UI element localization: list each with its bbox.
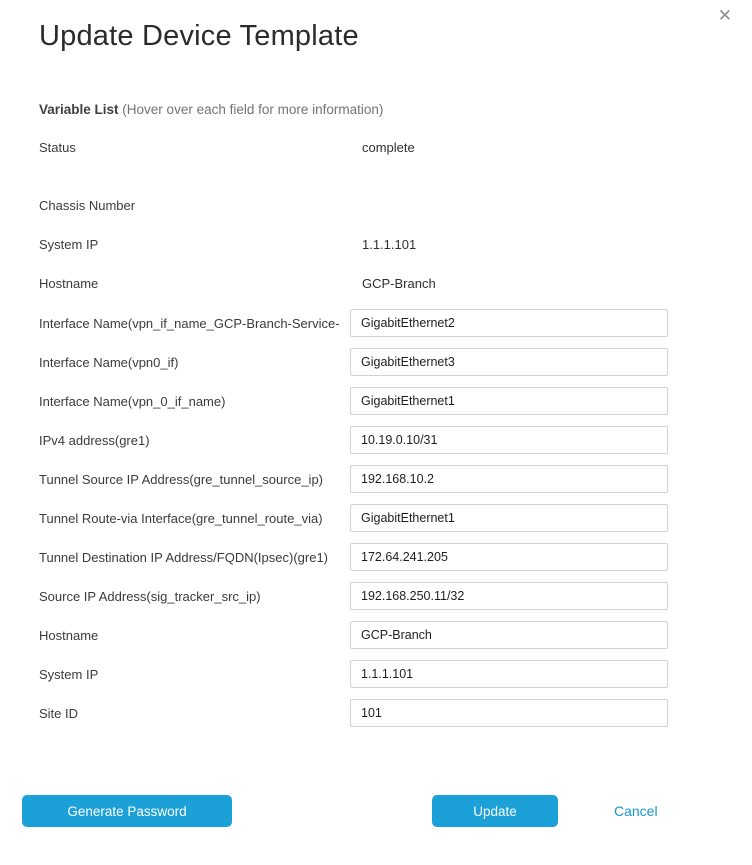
field-label: Interface Name(vpn_0_if_name) [39, 393, 226, 409]
dialog-footer [0, 795, 752, 829]
variable-list [0, 133, 752, 727]
variable-list-heading-hint: (Hover over each field for more information) [118, 102, 384, 117]
row-interface-name-service [39, 309, 668, 337]
row-interface-name-vpn0-if [39, 348, 668, 376]
row-system-ip [39, 660, 668, 688]
field-label: Tunnel Route-via Interface(gre_tunnel_route_via) [39, 510, 323, 526]
interface-name-vpn-0-if-name-input[interactable] [350, 387, 668, 415]
system-ip-value: 1.1.1.101 [362, 236, 417, 252]
row-source-ip-tracker [39, 582, 668, 610]
hostname-value: GCP-Branch [362, 275, 436, 291]
row-hostname [39, 621, 668, 649]
source-ip-tracker-input[interactable] [350, 582, 668, 610]
field-label: Tunnel Source IP Address(gre_tunnel_source_ip) [39, 471, 324, 487]
field-label: Site ID [39, 705, 79, 721]
field-label: Interface Name(vpn_if_name_GCP-Branch-Service- [39, 315, 340, 331]
row-site-id [39, 699, 668, 727]
row-tunnel-destination-ip [39, 543, 668, 571]
field-label: Status [39, 139, 76, 155]
row-system-ip-readonly [39, 230, 668, 258]
field-label: System IP [39, 236, 99, 252]
status-value: complete [362, 139, 415, 155]
variable-list-heading-bold: Variable List [39, 102, 119, 117]
interface-name-vpn0-if-input[interactable] [350, 348, 668, 376]
site-id-input[interactable] [350, 699, 668, 727]
tunnel-route-via-input[interactable] [350, 504, 668, 532]
row-hostname-readonly [39, 269, 668, 297]
system-ip-input[interactable] [350, 660, 668, 688]
field-label: Interface Name(vpn0_if) [39, 354, 179, 370]
ipv4-address-gre1-input[interactable] [350, 426, 668, 454]
field-label: Hostname [39, 275, 99, 291]
row-chassis-number [39, 191, 668, 219]
field-label: Tunnel Destination IP Address/FQDN(Ipsec)(gre1) [39, 549, 329, 565]
update-button[interactable]: Update [432, 795, 558, 827]
tunnel-source-ip-input[interactable] [350, 465, 668, 493]
row-status [39, 133, 668, 161]
variable-list-heading [0, 102, 752, 117]
field-label: Source IP Address(sig_tracker_src_ip) [39, 588, 261, 604]
field-label: Chassis Number [39, 197, 136, 213]
row-tunnel-route-via [39, 504, 668, 532]
row-interface-name-vpn-0-if-name [39, 387, 668, 415]
field-label: System IP [39, 666, 99, 682]
interface-name-service-input[interactable] [350, 309, 668, 337]
page-title: Update Device Template [39, 20, 359, 52]
generate-password-button[interactable]: Generate Password [22, 795, 232, 827]
field-label: IPv4 address(gre1) [39, 432, 150, 448]
cancel-button[interactable]: Cancel [614, 803, 658, 819]
close-icon[interactable]: ✕ [714, 3, 736, 28]
row-tunnel-source-ip [39, 465, 668, 493]
hostname-input[interactable] [350, 621, 668, 649]
field-label: Hostname [39, 627, 99, 643]
tunnel-destination-ip-input[interactable] [350, 543, 668, 571]
row-ipv4-address-gre1 [39, 426, 668, 454]
